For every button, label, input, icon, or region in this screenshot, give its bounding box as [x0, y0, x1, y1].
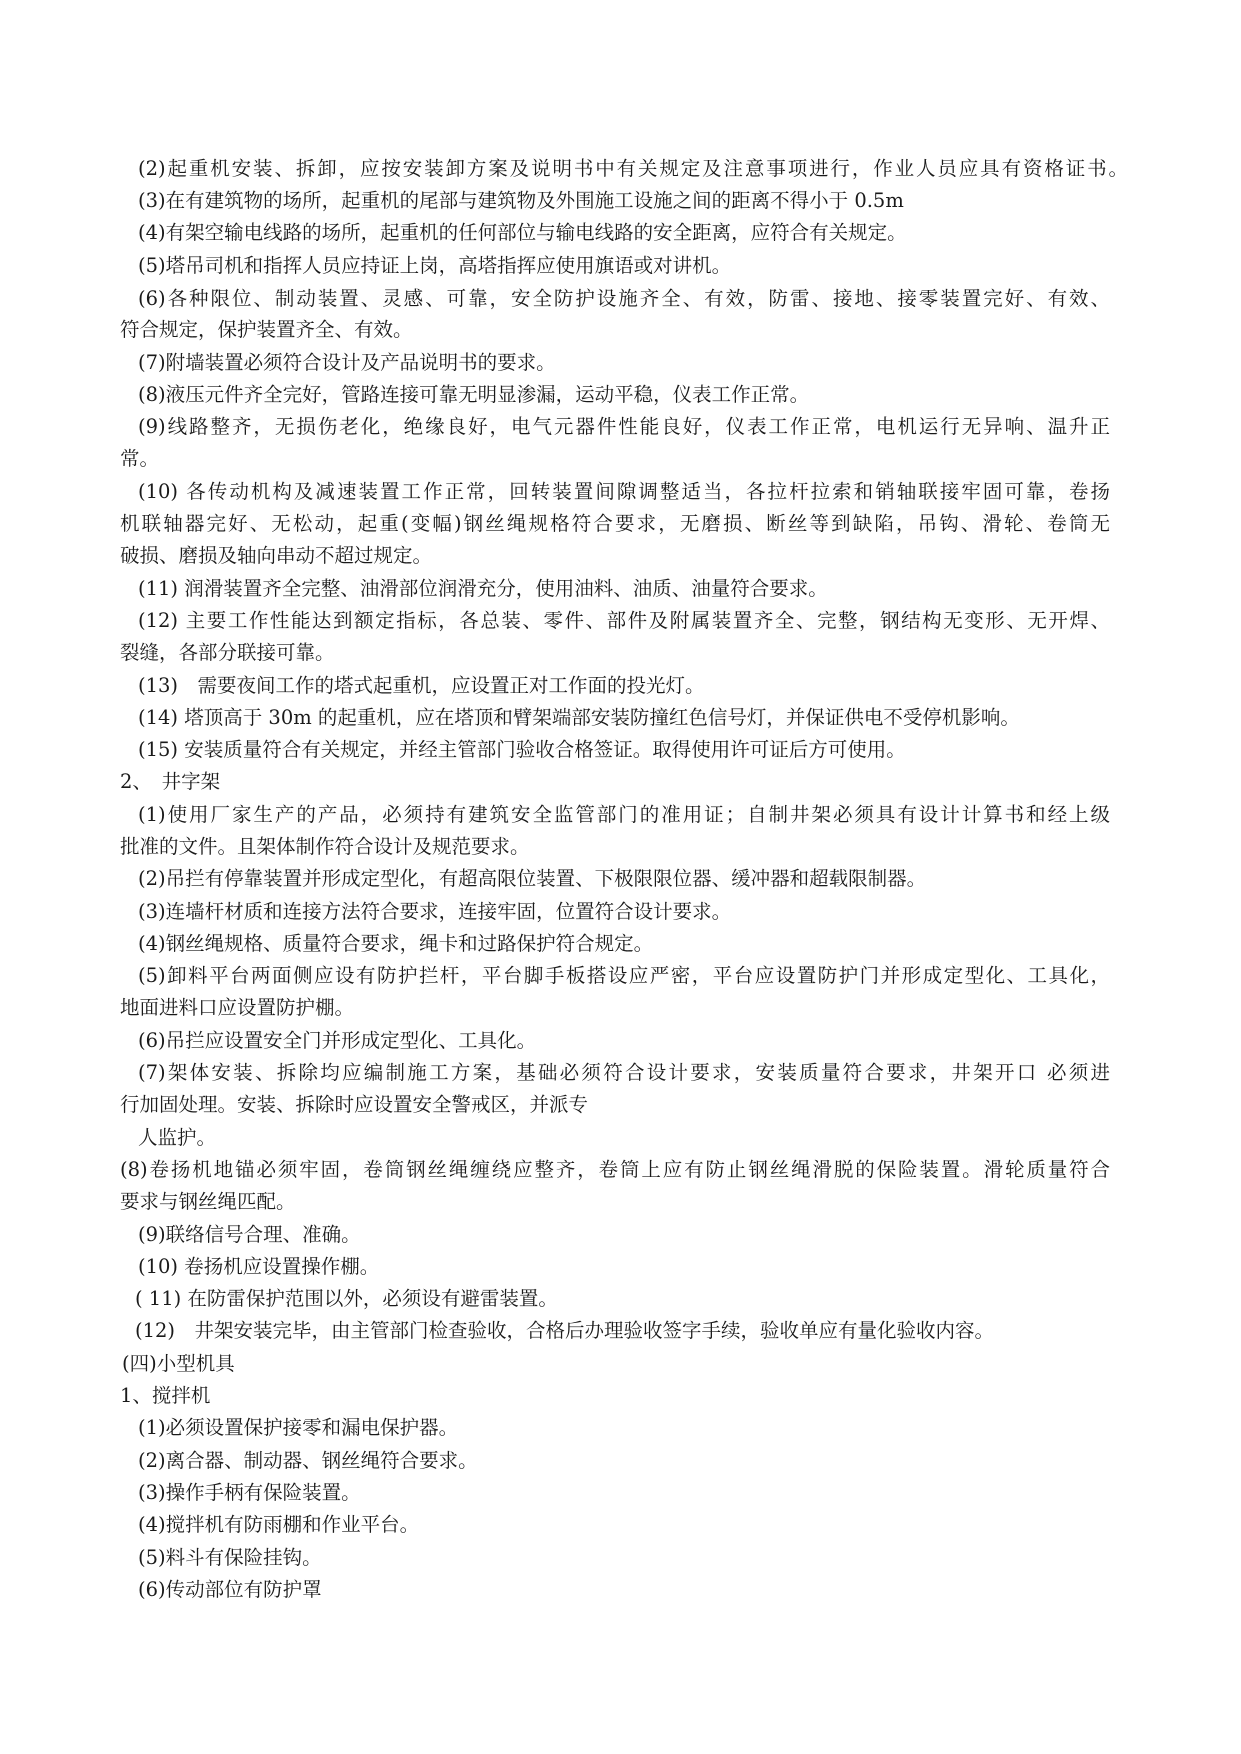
text-line: 人监护。 [138, 1126, 217, 1149]
text-line: (7)架体安装、拆除均应编制施工方案，基础必须符合设计要求，安装质量符合要求，井架开口 必须进 [138, 1061, 1110, 1084]
text-line: (5)卸料平台两面侧应设有防护拦杆，平台脚手板搭设应严密，平台应设置防护门并形成定型化、工具化， [138, 964, 1110, 987]
text-line: (4)搅拌机有防雨棚和作业平台。 [138, 1513, 420, 1536]
text-line: (9)联络信号合理、准确。 [138, 1223, 361, 1246]
text-line: 行加固处理。安装、拆除时应设置安全警戒区，并派专 [120, 1093, 589, 1116]
text-line: 要求与钢丝绳匹配。 [120, 1190, 296, 1213]
text-line: 常。 [120, 447, 160, 470]
text-line: (6)吊拦应设置安全门并形成定型化、工具化。 [138, 1029, 537, 1052]
text-line: (4)钢丝绳规格、质量符合要求，绳卡和过路保护符合规定。 [138, 932, 654, 955]
text-line: (13) 需要夜间工作的塔式起重机，应设置正对工作面的投光灯。 [138, 674, 705, 697]
text-line: (5)料斗有保险挂钩。 [138, 1546, 322, 1569]
text-line: (3)连墙杆材质和连接方法符合要求，连接牢固，位置符合设计要求。 [138, 900, 732, 923]
text-line: (10) 卷扬机应设置操作棚。 [138, 1255, 380, 1278]
text-line: ( 11) 在防雷保护范围以外，必须设有避雷装置。 [135, 1287, 558, 1310]
text-line: (7)附墙装置必须符合设计及产品说明书的要求。 [138, 351, 556, 374]
text-line: (11) 润滑装置齐全完整、油滑部位润滑充分，使用油料、油质、油量符合要求。 [138, 577, 828, 600]
text-line: 破损、磨损及轴向串动不超过规定。 [120, 544, 433, 567]
text-line: (8)液压元件齐全完好，管路连接可靠无明显渗漏，运动平稳，仪表工作正常。 [138, 383, 810, 406]
text-line: (1)必须设置保护接零和漏电保护器。 [138, 1416, 459, 1439]
text-line: (1)使用厂家生产的产品，必须持有建筑安全监管部门的准用证；自制井架必须具有设计计算书和经上级 [138, 803, 1110, 826]
text-line: (14) 塔顶高于 30m 的起重机，应在塔顶和臂架端部安装防撞红色信号灯，并保证供电不受停机影响。 [138, 706, 1020, 729]
text-line: 符合规定，保护装置齐全、有效。 [120, 318, 413, 341]
text-line: (10) 各传动机构及减速装置工作正常，回转装置间隙调整适当，各拉杆拉索和销轴联接牢固可靠，卷扬 [138, 480, 1110, 503]
text-line: (2)离合器、制动器、钢丝绳符合要求。 [138, 1449, 478, 1472]
text-line: (8)卷扬机地锚必须牢固，卷筒钢丝绳缠绕应整齐，卷筒上应有防止钢丝绳滑脱的保险装置。滑轮质量符合 [120, 1158, 1110, 1181]
text-line: (6)各种限位、制动装置、灵感、可靠，安全防护设施齐全、有效，防雷、接地、接零装置完好、有效、 [138, 287, 1110, 310]
text-line: (12) 主要工作性能达到额定指标，各总装、零件、部件及附属装置齐全、完整，钢结构无变形、无开焊、 [138, 609, 1110, 632]
text-line: (6)传动部位有防护罩 [138, 1578, 322, 1601]
text-line: 裂缝，各部分联接可靠。 [120, 641, 335, 664]
text-line: (5)塔吊司机和指挥人员应持证上岗，高塔指挥应使用旗语或对讲机。 [138, 254, 732, 277]
section-heading: 1、搅拌机 [120, 1384, 211, 1407]
section-heading: 2、 井字架 [120, 770, 221, 793]
text-line: (3)在有建筑物的场所，起重机的尾部与建筑物及外围施工设施之间的距离不得小于 0.5m [138, 189, 904, 212]
section-heading: (四)小型机具 [122, 1352, 235, 1375]
text-line: 机联轴器完好、无松动，起重(变幅)钢丝绳规格符合要求，无磨损、断丝等到缺陷，吊钩、滑轮、卷筒无 [120, 512, 1110, 535]
text-line: (12) 井架安装完毕，由主管部门检查验收，合格后办理验收签字手续，验收单应有量化验收内容。 [135, 1319, 995, 1342]
text-line: 批准的文件。且架体制作符合设计及规范要求。 [120, 835, 530, 858]
text-line: (2)起重机安装、拆卸，应按安装卸方案及说明书中有关规定及注意事项进行，作业人员应具有资格证书。 [138, 157, 1128, 180]
text-line: (2)吊拦有停靠装置并形成定型化，有超高限位装置、下极限限位器、缓冲器和超载限制器。 [138, 867, 927, 890]
text-line: 地面进料口应设置防护棚。 [120, 996, 355, 1019]
text-line: (3)操作手柄有保险装置。 [138, 1481, 361, 1504]
text-line: (9)线路整齐，无损伤老化，绝缘良好，电气元器件性能良好，仪表工作正常，电机运行无异响、温升正 [138, 415, 1110, 438]
text-line: (15) 安装质量符合有关规定，并经主管部门验收合格签证。取得使用许可证后方可使用。 [138, 738, 906, 761]
text-line: (4)有架空输电线路的场所，起重机的任何部位与输电线路的安全距离，应符合有关规定。 [138, 221, 907, 244]
